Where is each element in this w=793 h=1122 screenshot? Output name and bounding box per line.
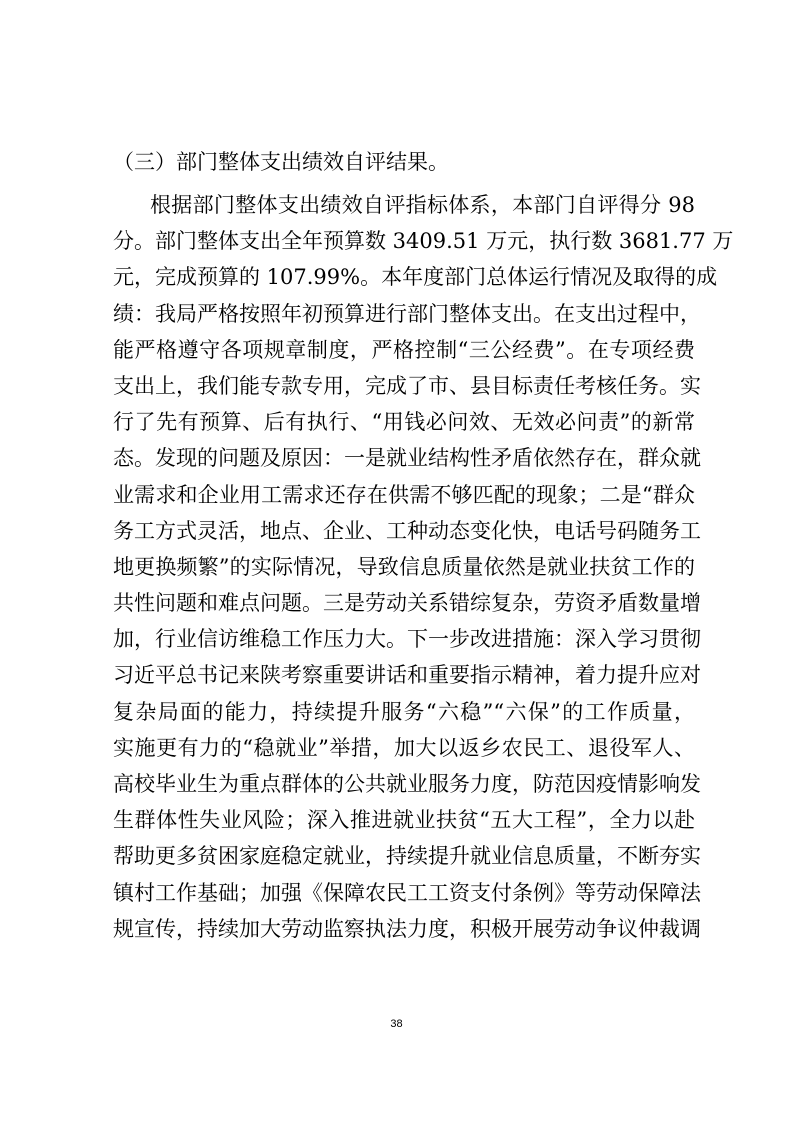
paragraph-line: 支出上，我们能专款专用，完成了市、县目标责任考核任务。实 <box>113 373 701 398</box>
paragraph-line: 分。部门整体支出全年预算数 3409.51 万元，执行数 3681.77 万 <box>113 229 734 254</box>
paragraph-line: 绩：我局严格按照年初预算进行部门整体支出。在支出过程中， <box>113 301 701 326</box>
paragraph-line: 习近平总书记来陕考察重要讲话和重要指示精神，着力提升应对 <box>113 663 701 688</box>
paragraph-line: 地更换频繁”的实际情况，导致信息质量依然是就业扶贫工作的 <box>113 554 695 579</box>
paragraph-line: 帮助更多贫困家庭稳定就业，持续提升就业信息质量，不断夯实 <box>113 844 701 869</box>
paragraph-line: 业需求和企业用工需求还存在供需不够匹配的现象；二是“群众 <box>113 482 695 507</box>
paragraph-line: 实施更有力的“稳就业”举措，加大以返乡农民工、退役军人、 <box>113 735 695 760</box>
paragraph-line: 态。发现的问题及原因：一是就业结构性矛盾依然存在，群众就 <box>113 446 701 471</box>
section-heading: （三）部门整体支出绩效自评结果。 <box>113 150 449 174</box>
paragraph-line: 根据部门整体支出绩效自评指标体系，本部门自评得分 98 <box>150 193 695 217</box>
paragraph-line: 生群体性失业风险；深入推进就业扶贫“五大工程”，全力以赴 <box>113 808 695 833</box>
paragraph-line: 务工方式灵活，地点、企业、工种动态变化快，电话号码随务工 <box>113 518 701 543</box>
page-number: 38 <box>390 1018 403 1030</box>
paragraph-line: 元，完成预算的 107.99%。本年度部门总体运行情况及取得的成 <box>113 265 718 290</box>
paragraph-line: 镇村工作基础；加强《保障农民工工资支付条例》等劳动保障法 <box>113 880 701 905</box>
paragraph <box>113 187 734 947</box>
paragraph-line: 高校毕业生为重点群体的公共就业服务力度，防范因疫情影响发 <box>113 772 701 796</box>
paragraph-line: 能严格遵守各项规章制度，严格控制“三公经费”。在专项经费 <box>113 337 695 362</box>
paragraph-line: 共性问题和难点问题。三是劳动关系错综复杂，劳资矛盾数量增 <box>113 591 701 616</box>
paragraph-line: 加，行业信访维稳工作压力大。下一步改进措施：深入学习贯彻 <box>113 627 701 652</box>
paragraph-line: 规宣传，持续加大劳动监察执法力度，积极开展劳动争议仲裁调 <box>113 916 701 941</box>
paragraph-line: 行了先有预算、后有执行、“用钱必问效、无效必问责”的新常 <box>113 410 695 435</box>
paragraph-line: 复杂局面的能力，持续提升服务“六稳”“六保”的工作质量， <box>113 699 695 724</box>
